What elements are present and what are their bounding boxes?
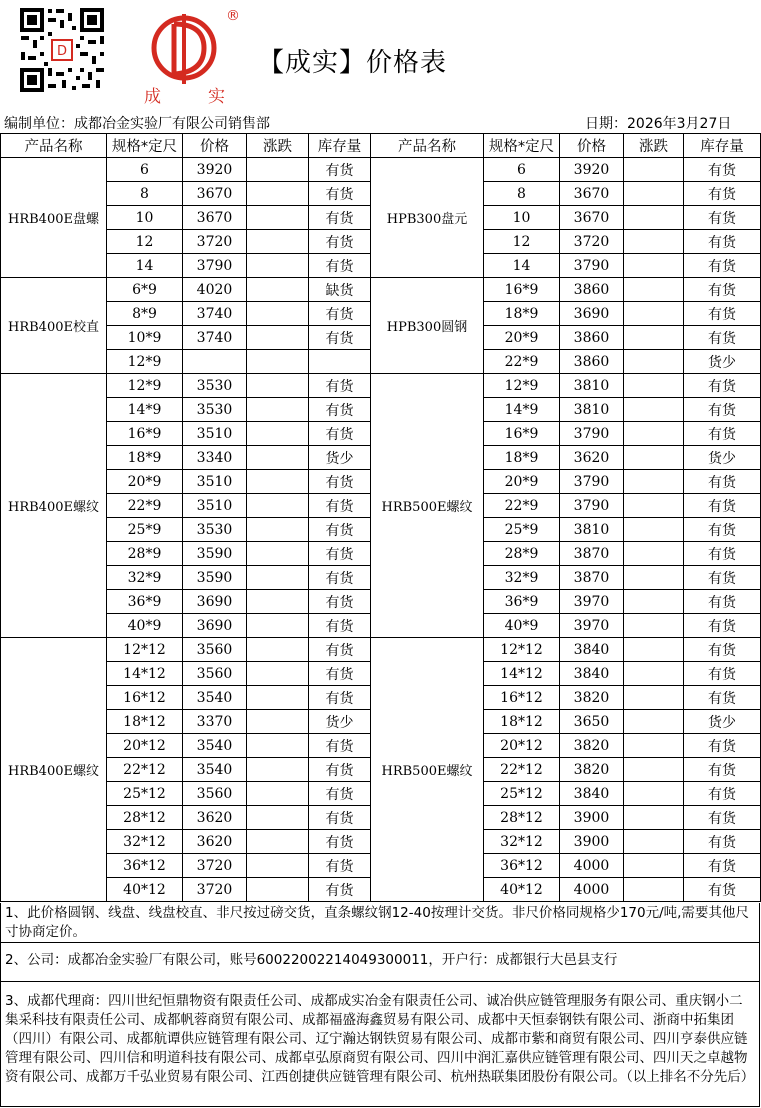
price-cell: 3510 [183,494,247,518]
stock-cell: 有货 [684,302,761,326]
change-cell [624,278,684,302]
price-cell: 3670 [560,182,624,206]
spec-cell: 12*9 [107,374,183,398]
change-cell [247,326,309,350]
change-cell [247,230,309,254]
spec-cell: 20*9 [107,470,183,494]
spec-cell: 16*9 [484,422,560,446]
price-cell: 3840 [560,782,624,806]
price-cell: 3560 [183,662,247,686]
change-cell [247,374,309,398]
change-cell [624,158,684,182]
change-cell [624,638,684,662]
spec-cell: 6 [107,158,183,182]
spec-cell: 12*12 [484,638,560,662]
spec-cell: 18*9 [484,446,560,470]
spec-cell: 14*9 [484,398,560,422]
col-header: 库存量 [309,134,371,158]
col-header: 产品名称 [1,134,107,158]
spec-cell: 28*9 [484,542,560,566]
price-cell: 3790 [560,422,624,446]
stock-cell: 有货 [684,278,761,302]
price-table [0,133,761,902]
price-cell: 3790 [560,494,624,518]
stock-cell: 有货 [684,542,761,566]
stock-cell: 有货 [309,302,371,326]
col-header: 库存量 [684,134,761,158]
note-pricing-rules: 1、此价格圆钢、线盘、线盘校直、非尺按过磅交货，直条螺纹钢12-40按理计交货。非尺价格同规格少170元/吨,需要其他尺寸协商定价。 [0,903,760,943]
spec-cell: 6*9 [107,278,183,302]
change-cell [624,806,684,830]
change-cell [247,686,309,710]
stock-cell: 有货 [309,182,371,206]
spec-cell: 10 [484,206,560,230]
price-cell: 3590 [183,542,247,566]
change-cell [624,398,684,422]
price-cell: 3860 [560,350,624,374]
table-header-row [1,134,761,158]
spec-cell: 32*12 [107,830,183,854]
stock-cell: 有货 [684,806,761,830]
price-cell: 4000 [560,878,624,902]
stock-cell: 货少 [309,446,371,470]
col-header: 规格*定尺 [484,134,560,158]
change-cell [624,326,684,350]
price-cell: 3920 [183,158,247,182]
change-cell [624,182,684,206]
spec-cell: 22*9 [107,494,183,518]
stock-cell: 有货 [309,494,371,518]
stock-cell: 有货 [684,734,761,758]
change-cell [247,206,309,230]
change-cell [624,830,684,854]
logo-char-1: 成 [144,87,161,107]
change-cell [624,590,684,614]
stock-cell: 有货 [684,470,761,494]
price-cell: 3900 [560,830,624,854]
spec-cell: 10*9 [107,326,183,350]
change-cell [247,854,309,878]
stock-cell: 有货 [684,494,761,518]
spec-cell: 20*12 [107,734,183,758]
change-cell [624,230,684,254]
price-cell: 3790 [183,254,247,278]
spec-cell: 8*9 [107,302,183,326]
spec-cell: 32*9 [107,566,183,590]
spec-cell: 28*9 [107,542,183,566]
stock-cell: 有货 [684,566,761,590]
stock-cell: 有货 [309,422,371,446]
spec-cell: 40*12 [107,878,183,902]
spec-cell: 8 [484,182,560,206]
product-name-cell: HRB400E校直 [1,278,107,374]
product-name-cell: HRB400E螺纹 [1,638,107,902]
price-cell: 3840 [560,638,624,662]
price-cell [183,350,247,374]
stock-cell: 有货 [309,614,371,638]
change-cell [247,278,309,302]
change-cell [247,446,309,470]
stock-cell: 有货 [684,830,761,854]
spec-cell: 32*12 [484,830,560,854]
change-cell [624,614,684,638]
change-cell [624,422,684,446]
price-table-body [1,158,761,902]
price-cell: 4020 [183,278,247,302]
price-cell: 3650 [560,710,624,734]
stock-cell: 有货 [309,566,371,590]
price-cell: 3840 [560,662,624,686]
change-cell [624,494,684,518]
spec-cell: 40*9 [484,614,560,638]
spec-cell: 25*9 [107,518,183,542]
table-row [1,374,761,398]
price-cell: 3810 [560,518,624,542]
stock-cell: 有货 [684,230,761,254]
price-cell: 3720 [560,230,624,254]
table-row [1,278,761,302]
spec-cell: 12 [484,230,560,254]
spec-cell: 36*12 [484,854,560,878]
logo-char-2: 实 [208,87,225,107]
change-cell [247,662,309,686]
price-cell: 3790 [560,254,624,278]
change-cell [624,518,684,542]
stock-cell: 有货 [309,158,371,182]
price-cell: 3530 [183,518,247,542]
price-cell: 3510 [183,422,247,446]
price-cell: 3820 [560,758,624,782]
spec-cell: 12 [107,230,183,254]
change-cell [247,638,309,662]
stock-cell: 有货 [309,254,371,278]
stock-cell: 有货 [684,614,761,638]
header [0,0,761,112]
stock-cell: 有货 [684,182,761,206]
price-cell: 3590 [183,566,247,590]
price-cell: 3810 [560,374,624,398]
price-cell: 3370 [183,710,247,734]
change-cell [624,758,684,782]
spec-cell: 25*12 [107,782,183,806]
spec-cell: 16*9 [107,422,183,446]
price-cell: 3790 [560,470,624,494]
stock-cell: 有货 [684,374,761,398]
spec-cell: 25*12 [484,782,560,806]
change-cell [247,518,309,542]
spec-cell: 18*9 [484,302,560,326]
price-cell: 3690 [183,590,247,614]
change-cell [247,878,309,902]
spec-cell: 20*9 [484,470,560,494]
stock-cell: 货少 [684,350,761,374]
stock-cell: 有货 [309,782,371,806]
spec-cell: 40*12 [484,878,560,902]
spec-cell: 28*12 [484,806,560,830]
price-cell: 3670 [183,182,247,206]
price-cell: 3970 [560,590,624,614]
stock-cell: 有货 [309,518,371,542]
stock-cell: 有货 [684,590,761,614]
price-cell: 3620 [560,446,624,470]
stock-cell: 有货 [684,326,761,350]
col-header: 涨跌 [247,134,309,158]
price-cell: 3670 [183,206,247,230]
change-cell [624,446,684,470]
spec-cell: 22*9 [484,494,560,518]
spec-cell: 14 [107,254,183,278]
price-date: 日期：2026年3月27日 [585,116,732,132]
product-name-cell: HPB300圆钢 [371,278,484,374]
stock-cell: 有货 [309,470,371,494]
stock-cell: 有货 [684,854,761,878]
change-cell [624,566,684,590]
change-cell [247,398,309,422]
spec-cell: 36*9 [484,590,560,614]
change-cell [247,350,309,374]
change-cell [247,254,309,278]
spec-cell: 40*9 [107,614,183,638]
change-cell [624,302,684,326]
spec-cell: 6 [484,158,560,182]
stock-cell: 有货 [684,878,761,902]
change-cell [624,878,684,902]
price-cell: 3670 [560,206,624,230]
col-header: 价格 [560,134,624,158]
spec-cell: 14*12 [484,662,560,686]
stock-cell: 有货 [309,542,371,566]
change-cell [624,662,684,686]
change-cell [247,758,309,782]
stock-cell: 有货 [309,734,371,758]
price-cell: 3620 [183,806,247,830]
price-cell: 3560 [183,782,247,806]
price-cell: 3820 [560,734,624,758]
change-cell [247,806,309,830]
stock-cell: 有货 [309,662,371,686]
price-cell: 3970 [560,614,624,638]
spec-cell: 16*9 [484,278,560,302]
price-cell: 3740 [183,326,247,350]
price-cell: 3860 [560,326,624,350]
col-header: 涨跌 [624,134,684,158]
stock-cell: 有货 [309,758,371,782]
change-cell [247,158,309,182]
price-cell: 3860 [560,278,624,302]
spec-cell: 18*12 [107,710,183,734]
change-cell [624,686,684,710]
price-cell: 3510 [183,470,247,494]
spec-cell: 32*9 [484,566,560,590]
spec-cell: 20*9 [484,326,560,350]
stock-cell: 有货 [684,518,761,542]
stock-cell [309,350,371,374]
change-cell [247,614,309,638]
price-cell: 3720 [183,230,247,254]
stock-cell: 有货 [684,638,761,662]
change-cell [247,782,309,806]
price-cell: 3540 [183,734,247,758]
change-cell [247,302,309,326]
price-cell: 3810 [560,398,624,422]
price-cell: 3740 [183,302,247,326]
spec-cell: 18*9 [107,446,183,470]
stock-cell: 有货 [309,326,371,350]
compiler-unit: 编制单位：成都冶金实验厂有限公司销售部 [4,116,270,132]
price-cell: 3540 [183,686,247,710]
spec-cell: 22*12 [484,758,560,782]
spec-cell: 12*12 [107,638,183,662]
stock-cell: 有货 [309,230,371,254]
stock-cell: 有货 [309,806,371,830]
price-cell: 3690 [183,614,247,638]
change-cell [247,542,309,566]
change-cell [624,254,684,278]
stock-cell: 缺货 [309,278,371,302]
change-cell [624,350,684,374]
price-cell: 3690 [560,302,624,326]
change-cell [247,494,309,518]
price-cell: 3820 [560,686,624,710]
stock-cell: 有货 [684,662,761,686]
price-cell: 3720 [183,878,247,902]
change-cell [624,374,684,398]
stock-cell: 有货 [309,878,371,902]
stock-cell: 有货 [684,158,761,182]
registered-mark: ® [226,8,240,24]
change-cell [247,470,309,494]
stock-cell: 货少 [684,446,761,470]
price-cell: 3560 [183,638,247,662]
price-cell: 3540 [183,758,247,782]
stock-cell: 有货 [309,374,371,398]
stock-cell: 有货 [309,854,371,878]
stock-cell: 有货 [309,398,371,422]
price-cell: 3920 [560,158,624,182]
stock-cell: 有货 [309,206,371,230]
spec-cell: 14*12 [107,662,183,686]
qr-code-icon [18,6,106,94]
spec-cell: 10 [107,206,183,230]
spec-cell: 36*12 [107,854,183,878]
spec-cell: 16*12 [484,686,560,710]
product-name-cell: HRB500E螺纹 [371,638,484,902]
change-cell [624,854,684,878]
price-cell: 4000 [560,854,624,878]
price-cell: 3900 [560,806,624,830]
stock-cell: 有货 [684,686,761,710]
spec-cell: 14*9 [107,398,183,422]
price-cell: 3720 [183,854,247,878]
change-cell [247,830,309,854]
stock-cell: 货少 [684,710,761,734]
spec-cell: 28*12 [107,806,183,830]
change-cell [624,782,684,806]
col-header: 规格*定尺 [107,134,183,158]
stock-cell: 有货 [309,638,371,662]
stock-cell: 有货 [309,590,371,614]
price-cell: 3620 [183,830,247,854]
price-cell: 3870 [560,566,624,590]
col-header: 价格 [183,134,247,158]
spec-cell: 14 [484,254,560,278]
table-row [1,158,761,182]
change-cell [247,422,309,446]
stock-cell: 有货 [684,398,761,422]
stock-cell: 有货 [684,758,761,782]
stock-cell: 有货 [684,782,761,806]
product-name-cell: HPB300盘元 [371,158,484,278]
price-cell: 3340 [183,446,247,470]
change-cell [624,710,684,734]
price-cell: 3870 [560,542,624,566]
stock-cell: 货少 [309,710,371,734]
spec-cell: 20*12 [484,734,560,758]
product-name-cell: HRB400E螺纹 [1,374,107,638]
spec-cell: 16*12 [107,686,183,710]
spec-cell: 12*9 [107,350,183,374]
stock-cell: 有货 [309,686,371,710]
change-cell [247,182,309,206]
change-cell [247,710,309,734]
spec-cell: 36*9 [107,590,183,614]
change-cell [624,470,684,494]
change-cell [247,590,309,614]
svg-text:D: D [56,44,68,59]
stock-cell: 有货 [684,206,761,230]
spec-cell: 22*12 [107,758,183,782]
col-header: 产品名称 [371,134,484,158]
spec-cell: 18*12 [484,710,560,734]
price-cell: 3530 [183,374,247,398]
spec-cell: 25*9 [484,518,560,542]
stock-cell: 有货 [309,830,371,854]
change-cell [624,206,684,230]
spec-cell: 22*9 [484,350,560,374]
stock-cell: 有货 [684,422,761,446]
spec-cell: 8 [107,182,183,206]
change-cell [247,734,309,758]
price-cell: 3530 [183,398,247,422]
change-cell [247,566,309,590]
change-cell [624,542,684,566]
spec-cell: 12*9 [484,374,560,398]
change-cell [624,734,684,758]
page-title: 【成实】价格表 [258,48,448,78]
stock-cell: 有货 [684,254,761,278]
product-name-cell: HRB400E盘螺 [1,158,107,278]
note-bank-account: 2、公司：成都冶金实验厂有限公司，账号60022002214049300011，开户行：成都银行大邑县支行 [0,943,760,982]
table-row [1,638,761,662]
note-agents: 3、成都代理商：四川世纪恒鼎物资有限责任公司、成都成实冶金有限责任公司、诚冶供应链管理服务有限公司、重庆钢小二集采科技有限责任公司、成都帆蓉商贸有限公司、成都福盛海鑫贸易有限公司、成都中天恒泰钢铁有限公司、浙商中拓集团（四川）有限公司、成都航谭供应链管理有限公司、辽宁瀚达钢铁贸易有限公司、成都市紫和商贸有限公司、四川亨泰供应链管理有限公司、四川信和明道科技有限公司、成都卓弘原商贸有限公司、四川中润汇嘉供应链管理有限公司、四川天之卓越物资有限公司、成都万千弘业贸易有限公司、江西创捷供应链管理有限公司、杭州热联集团股份有限公司。（以上排名不分先后） [0,982,760,1107]
product-name-cell: HRB500E螺纹 [371,374,484,638]
notes [0,903,760,1107]
